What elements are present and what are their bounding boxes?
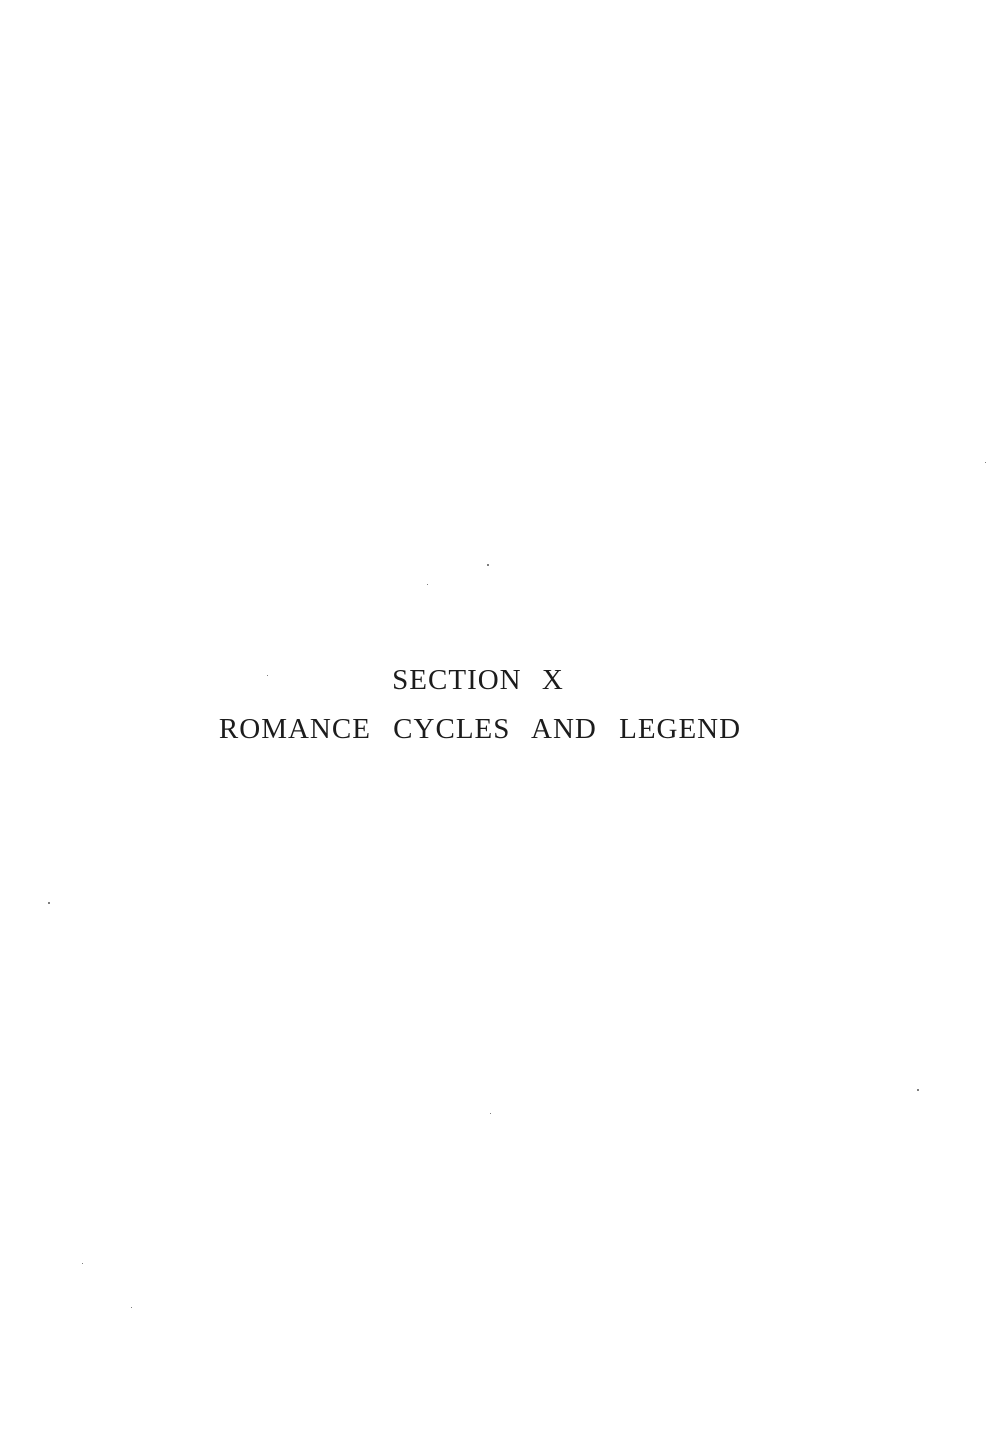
scan-speck	[131, 1307, 132, 1308]
scan-speck	[427, 584, 428, 585]
scan-speck	[82, 1263, 83, 1264]
scan-speck	[985, 462, 986, 463]
section-number-heading: SECTION X	[392, 664, 564, 696]
scan-speck	[267, 675, 268, 676]
scan-speck	[487, 564, 489, 566]
section-title-heading: ROMANCE CYCLES AND LEGEND	[218, 713, 742, 745]
scan-speck	[490, 1113, 491, 1114]
scan-speck	[917, 1089, 919, 1091]
scan-speck	[48, 902, 50, 904]
